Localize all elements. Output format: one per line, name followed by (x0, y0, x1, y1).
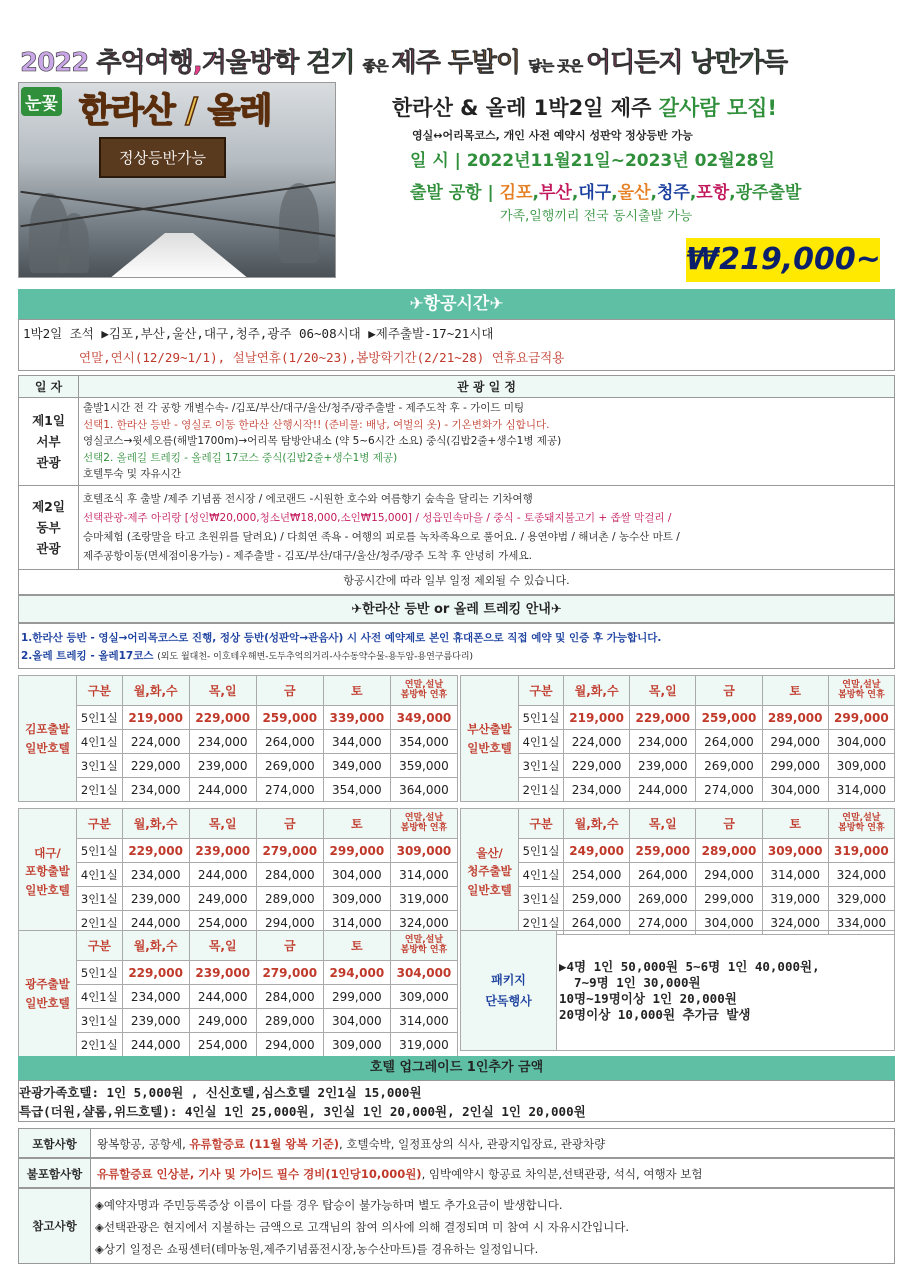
table-header: 토 (323, 676, 390, 706)
trekking-line-1: 1.한라산 등반 - 영실→어리목코스로 진행, 정상 등반(성판악→관음사) 시 사전 예약제로 본인 휴대폰으로 직접 예약 및 인증 후 가능합니다. (21, 632, 662, 644)
room-type: 2인1실 (77, 778, 123, 802)
photo-sign: 정상등반가능 (99, 137, 226, 178)
trekking-route: (외도 월대천- 이호테우해변-도두추억의거리-사수동약수물-용두암-용연구름다리) (157, 652, 474, 662)
package-box (460, 930, 895, 1051)
day2-line: 호텔조식 후 출발 /제주 기념품 전시장 / 에코랜드 -시원한 호수와 여름향기 숲속을 달리는 기차여행 (83, 493, 533, 505)
room-type: 5인1실 (77, 706, 123, 730)
table-header: 목,일 (189, 809, 256, 839)
price-cell: 289,000 (256, 1009, 323, 1033)
room-type: 3인1실 (519, 887, 564, 911)
price-cell: 239,000 (189, 839, 256, 863)
price-cell: 234,000 (189, 730, 256, 754)
room-type: 4인1실 (77, 985, 123, 1009)
price-cell: 259,000 (696, 706, 762, 730)
price-cell: 259,000 (256, 706, 323, 730)
day2-label: 제2일 동부 관광 (19, 486, 79, 569)
price-cell: 299,000 (323, 839, 390, 863)
price-cell: 239,000 (122, 1009, 189, 1033)
reference-label: 참고사항 (19, 1189, 91, 1263)
table-header: 연말,설날 봄방학 연휴 (390, 676, 457, 706)
price-cell: 279,000 (256, 839, 323, 863)
price-cell: 314,000 (390, 1009, 457, 1033)
table-label: 광주출발 일반호텔 (19, 931, 77, 1057)
included-text: , 호텔숙박, 일정표상의 식사, 관광지입장료, 관광차량 (339, 1137, 606, 1151)
price-table-gwangju (18, 930, 458, 1057)
price-cell: 264,000 (564, 911, 630, 935)
package-line: 20명이상 10,000원 추가금 발생 (559, 1007, 751, 1022)
subtitle (392, 92, 777, 122)
price-cell: 239,000 (122, 887, 189, 911)
price-cell: 304,000 (828, 730, 894, 754)
price-cell: 349,000 (390, 706, 457, 730)
day1-line: 영실코스→윗세오름(해발1700m)→어리목 탐방안내소 (약 5~6시간 소요) 중식(김밥2줄+생수1병 제공) (83, 435, 562, 447)
package-line: 7~9명 1인 30,000원 (559, 975, 701, 990)
price-cell: 314,000 (390, 863, 457, 887)
subtitle-highlight: 갈사람 모집! (658, 96, 777, 120)
room-type: 4인1실 (77, 730, 123, 754)
table-header: 토 (762, 676, 828, 706)
price-cell: 319,000 (762, 887, 828, 911)
price-cell: 274,000 (630, 911, 696, 935)
price-cell: 234,000 (122, 863, 189, 887)
price-cell: 324,000 (390, 911, 457, 935)
price-cell: 244,000 (122, 911, 189, 935)
dep-city: 울산 (617, 183, 651, 203)
flight-line-2: 연말,연시(12/29~1/1), 설날연휴(1/20~23),봄방학기간(2/21~28) 연휴요금적용 (79, 350, 565, 365)
upgrade-line-1: 관광가족호텔: 1인 5,000원 , 신신호텔,심스호텔 2인1실 15,000원 (19, 1085, 422, 1100)
price-cell: 264,000 (256, 730, 323, 754)
table-header: 구분 (519, 809, 564, 839)
reference-line: ◈예약자명과 주민등록증상 이름이 다를 경우 탑승이 불가능하며 별도 추가요금이 발생합니다. (95, 1198, 563, 1212)
room-type: 2인1실 (77, 1033, 123, 1057)
photo-name: 한라산 / 올레 (79, 91, 272, 131)
price-table-daegu (18, 808, 458, 935)
excluded-fuel: 유류할증료 인상분 (97, 1167, 190, 1181)
room-type: 4인1실 (77, 863, 123, 887)
table-header: 목,일 (189, 676, 256, 706)
reference-row (18, 1188, 895, 1264)
title-part-c: 좋은 (362, 59, 392, 75)
included-fuel: 유류할증료 (11월 왕복 기준) (189, 1137, 340, 1151)
price-cell: 219,000 (122, 706, 189, 730)
price-cell: 264,000 (696, 730, 762, 754)
price-cell: 314,000 (323, 911, 390, 935)
price-cell: 284,000 (256, 863, 323, 887)
price-cell: 269,000 (630, 887, 696, 911)
excluded-guide: , 기사 및 가이드 필수 경비(1인당10,000원) (189, 1167, 422, 1181)
price-cell: 309,000 (390, 839, 457, 863)
day1-label: 제1일 서부 관광 (19, 398, 79, 485)
room-type: 5인1실 (519, 839, 564, 863)
price-cell: 299,000 (762, 754, 828, 778)
dep-city: 대구 (578, 183, 612, 203)
price-cell: 279,000 (256, 961, 323, 985)
title-part-d: 제주 (391, 48, 448, 78)
price-cell: 229,000 (564, 754, 630, 778)
price-cell: 304,000 (323, 1009, 390, 1033)
price-cell: 299,000 (828, 706, 894, 730)
price-cell: 304,000 (390, 961, 457, 985)
price-cell: 334,000 (828, 911, 894, 935)
photo-badge: 눈꽃 (21, 87, 62, 116)
table-header: 금 (696, 676, 762, 706)
date-line: 일 시 | 2022년11월21일~2023년 02월28일 (410, 151, 775, 171)
price-cell: 239,000 (189, 754, 256, 778)
title-part-b: 걷기 (306, 48, 363, 78)
table-header: 연말,설날 봄방학 연휴 (390, 809, 457, 839)
schedule-table (18, 375, 895, 595)
day2-line: 선택관광-제주 아리랑 [성인₩20,000,청소년₩18,000,소인₩15,000] / 성읍민속마을 / 중식 - 토종돼지불고기 + 좁쌀 막걸리 / (83, 512, 672, 524)
price-cell: 239,000 (630, 754, 696, 778)
price-table-busan (460, 675, 895, 802)
price-cell: 259,000 (630, 839, 696, 863)
excluded-row (18, 1158, 895, 1188)
price-cell: 309,000 (762, 839, 828, 863)
price-cell: 274,000 (256, 778, 323, 802)
col-day: 일 자 (19, 376, 79, 397)
price-cell: 264,000 (630, 863, 696, 887)
upgrade-line-2: 특급(더원,샬롬,위드호텔): 4인실 1인 25,000원, 3인실 1인 20,000원, 2인실 1인 20,000원 (19, 1104, 586, 1119)
departure-label: 출발 공항 | (410, 183, 500, 203)
title-part-e: 두발이 (447, 48, 529, 78)
price-cell: 234,000 (564, 778, 630, 802)
price-cell: 244,000 (189, 778, 256, 802)
price-cell: 339,000 (323, 706, 390, 730)
room-type: 4인1실 (519, 863, 564, 887)
price-cell: 359,000 (390, 754, 457, 778)
upgrade-box (18, 1080, 895, 1122)
table-label: 대구/ 포항출발 일반호텔 (19, 809, 77, 935)
price-cell: 229,000 (122, 961, 189, 985)
price-tag: ₩219,000~ (686, 238, 880, 282)
dep-city: 포항 (696, 183, 730, 203)
table-header: 월,화,수 (564, 676, 630, 706)
day1-line: 선택2. 올레길 트레킹 - 올레길 17코스 중식(김밥2줄+생수1병 제공) (83, 451, 398, 464)
price-cell: 284,000 (256, 985, 323, 1009)
price-cell: 294,000 (696, 863, 762, 887)
price-cell: 219,000 (564, 706, 630, 730)
table-header: 월,화,수 (564, 809, 630, 839)
excluded-label: 불포함사항 (19, 1159, 91, 1187)
room-type: 4인1실 (519, 730, 564, 754)
package-label: 패키지 단독행사 (461, 931, 557, 1050)
title-year: 2022 (20, 48, 97, 78)
price-cell: 294,000 (323, 961, 390, 985)
price-cell: 289,000 (696, 839, 762, 863)
price-cell: 319,000 (390, 1033, 457, 1057)
table-header: 구분 (77, 809, 123, 839)
price-cell: 244,000 (189, 863, 256, 887)
price-cell: 329,000 (828, 887, 894, 911)
table-header: 목,일 (189, 931, 256, 961)
price-cell: 314,000 (762, 863, 828, 887)
price-cell: 349,000 (323, 754, 390, 778)
table-header: 연말,설날 봄방학 연휴 (828, 809, 894, 839)
price-cell: 244,000 (122, 1033, 189, 1057)
price-cell: 234,000 (630, 730, 696, 754)
price-cell: 309,000 (323, 1033, 390, 1057)
table-label: 울산/ 청주출발 일반호텔 (461, 809, 519, 935)
day1-line: 호텔투숙 및 자유시간 (83, 468, 181, 480)
table-header: 구분 (77, 931, 123, 961)
trekking-line-2: 2.올레 트레킹 - 올레17코스 (21, 650, 158, 662)
price-cell: 254,000 (189, 1033, 256, 1057)
price-cell: 354,000 (390, 730, 457, 754)
course-note: 영실↔어리목코스, 개인 사전 예약시 성판악 정상등반 가능 (412, 129, 693, 142)
included-row (18, 1128, 895, 1158)
price-cell: 224,000 (122, 730, 189, 754)
price-table-ulsan (460, 808, 895, 935)
price-cell: 234,000 (122, 778, 189, 802)
table-label: 김포출발 일반호텔 (19, 676, 77, 802)
trekking-bar: ✈한라산 등반 or 올레 트레킹 안내✈ (18, 595, 895, 623)
price-cell: 269,000 (696, 754, 762, 778)
included-label: 포함사항 (19, 1129, 91, 1157)
schedule-note: 항공시간에 따라 일부 일정 제외될 수 있습니다. (343, 574, 570, 587)
price-cell: 299,000 (696, 887, 762, 911)
table-header: 월,화,수 (122, 931, 189, 961)
table-header: 금 (256, 931, 323, 961)
dep-city: 청주 (656, 183, 690, 203)
table-header: 연말,설날 봄방학 연휴 (390, 931, 457, 961)
room-type: 5인1실 (519, 706, 564, 730)
flight-box (18, 319, 895, 371)
table-header: 구분 (519, 676, 564, 706)
package-line: 10명~19명이상 1인 20,000원 (559, 991, 737, 1006)
price-cell: 294,000 (762, 730, 828, 754)
price-cell: 244,000 (189, 985, 256, 1009)
day1-line: 출발1시간 전 각 공항 개별수속- /김포/부산/대구/울산/청주/광주출발 - 제주도착 후 - 가이드 미팅 (83, 402, 525, 414)
table-header: 구분 (77, 676, 123, 706)
price-cell: 304,000 (323, 863, 390, 887)
excluded-text: , 임박예약시 항공료 차익분,선택관광, 석식, 여행자 보험 (421, 1167, 703, 1181)
price-cell: 229,000 (189, 706, 256, 730)
col-plan: 관 광 일 정 (457, 380, 516, 394)
price-cell: 234,000 (122, 985, 189, 1009)
included-text: 왕복항공, 공항세, (97, 1137, 190, 1151)
table-header: 금 (256, 676, 323, 706)
price-cell: 244,000 (630, 778, 696, 802)
room-type: 2인1실 (77, 911, 123, 935)
price-cell: 249,000 (564, 839, 630, 863)
dep-city: 부산 (538, 183, 572, 203)
price-cell: 224,000 (564, 730, 630, 754)
price-cell: 324,000 (828, 863, 894, 887)
day1-line: 선택1. 한라산 등반 - 영실로 이동 한라산 산행시작!! (준비물: 배낭, 여벌의 옷) - 기온변화가 심합니다. (83, 418, 550, 431)
table-header: 금 (696, 809, 762, 839)
day2-line: 승마체험 (조랑말을 타고 초원위를 달려요) / 다희연 족욕 - 여행의 피로를 녹차족욕으로 풀어요. / 용연야범 / 해녀촌 / 농수산 마트 / (83, 531, 680, 543)
package-line: ▶4명 1인 50,000원 5~6명 1인 40,000원, (559, 959, 820, 974)
room-type: 3인1실 (77, 887, 123, 911)
table-header: 토 (323, 809, 390, 839)
price-cell: 239,000 (189, 961, 256, 985)
price-cell: 364,000 (390, 778, 457, 802)
room-type: 5인1실 (77, 839, 123, 863)
departure-note: 가족,일행끼리 전국 동시출발 가능 (500, 209, 693, 224)
price-cell: 274,000 (696, 778, 762, 802)
trekking-box (18, 623, 895, 669)
hero-photo (18, 82, 336, 278)
table-header: 목,일 (630, 809, 696, 839)
price-cell: 319,000 (390, 887, 457, 911)
price-cell: 344,000 (323, 730, 390, 754)
title-part-f: 닿는 곳은 (528, 59, 587, 75)
room-type: 3인1실 (77, 754, 123, 778)
title-part-g: 어디든지 (586, 48, 691, 78)
price-cell: 299,000 (323, 985, 390, 1009)
day2-line: 제주공항이동(면세점이용가능) - 제주출발 - 김포/부산/대구/울산/청주/광주 도착 후 안녕히 가세요. (83, 550, 532, 562)
banner-title (20, 42, 880, 79)
table-header: 연말,설날 봄방학 연휴 (828, 676, 894, 706)
price-cell: 309,000 (390, 985, 457, 1009)
price-cell: 354,000 (323, 778, 390, 802)
table-header: 토 (323, 931, 390, 961)
price-cell: 269,000 (256, 754, 323, 778)
upgrade-bar: 호텔 업그레이드 1인추가 금액 (18, 1056, 895, 1080)
room-type: 3인1실 (519, 754, 564, 778)
price-table-gimpo (18, 675, 458, 802)
table-header: 토 (762, 809, 828, 839)
price-cell: 254,000 (189, 911, 256, 935)
price-cell: 289,000 (762, 706, 828, 730)
table-header: 월,화,수 (122, 676, 189, 706)
title-part-h: 낭만가득 (690, 48, 788, 78)
price-cell: 229,000 (122, 839, 189, 863)
price-cell: 319,000 (828, 839, 894, 863)
title-part-a: 추억여행,겨울방학 (96, 48, 307, 78)
table-header: 목,일 (630, 676, 696, 706)
price-cell: 294,000 (256, 911, 323, 935)
price-cell: 229,000 (630, 706, 696, 730)
price-cell: 304,000 (762, 778, 828, 802)
subtitle-main: 한라산 & 올레 1박2일 제주 (392, 96, 659, 120)
price-cell: 309,000 (323, 887, 390, 911)
price-cell: 304,000 (696, 911, 762, 935)
dep-city: 김포 (499, 183, 533, 203)
reference-line: ◈상기 일정은 쇼핑센터(테마농원,제주기념품전시장,농수산마트)를 경유하는 일정입니다. (95, 1242, 539, 1256)
flight-bar: ✈항공시간✈ (18, 289, 895, 319)
price-cell: 309,000 (828, 754, 894, 778)
price-cell: 259,000 (564, 887, 630, 911)
price-cell: 229,000 (122, 754, 189, 778)
flight-line-1: 1박2일 조석 ▶김포,부산,울산,대구,청주,광주 06~08시대 ▶제주출발-17~21시대 (23, 326, 494, 341)
price-cell: 289,000 (256, 887, 323, 911)
room-type: 5인1실 (77, 961, 123, 985)
table-header: 금 (256, 809, 323, 839)
price-cell: 249,000 (189, 887, 256, 911)
room-type: 2인1실 (519, 911, 564, 935)
price-cell: 254,000 (564, 863, 630, 887)
price-cell: 324,000 (762, 911, 828, 935)
table-header: 월,화,수 (122, 809, 189, 839)
room-type: 3인1실 (77, 1009, 123, 1033)
dep-city: 광주출발 (735, 183, 802, 203)
table-label: 부산출발 일반호텔 (461, 676, 519, 802)
price-cell: 294,000 (256, 1033, 323, 1057)
price-cell: 314,000 (828, 778, 894, 802)
price-cell: 249,000 (189, 1009, 256, 1033)
reference-line: ◈선택관광은 현지에서 지불하는 금액으로 고객님의 참여 의사에 의해 결정되며 미 참여 시 자유시간입니다. (95, 1220, 630, 1234)
room-type: 2인1실 (519, 778, 564, 802)
departure-line: 출발 공항 | 김포,부산,대구,울산,청주,포항,광주출발 (410, 183, 802, 203)
